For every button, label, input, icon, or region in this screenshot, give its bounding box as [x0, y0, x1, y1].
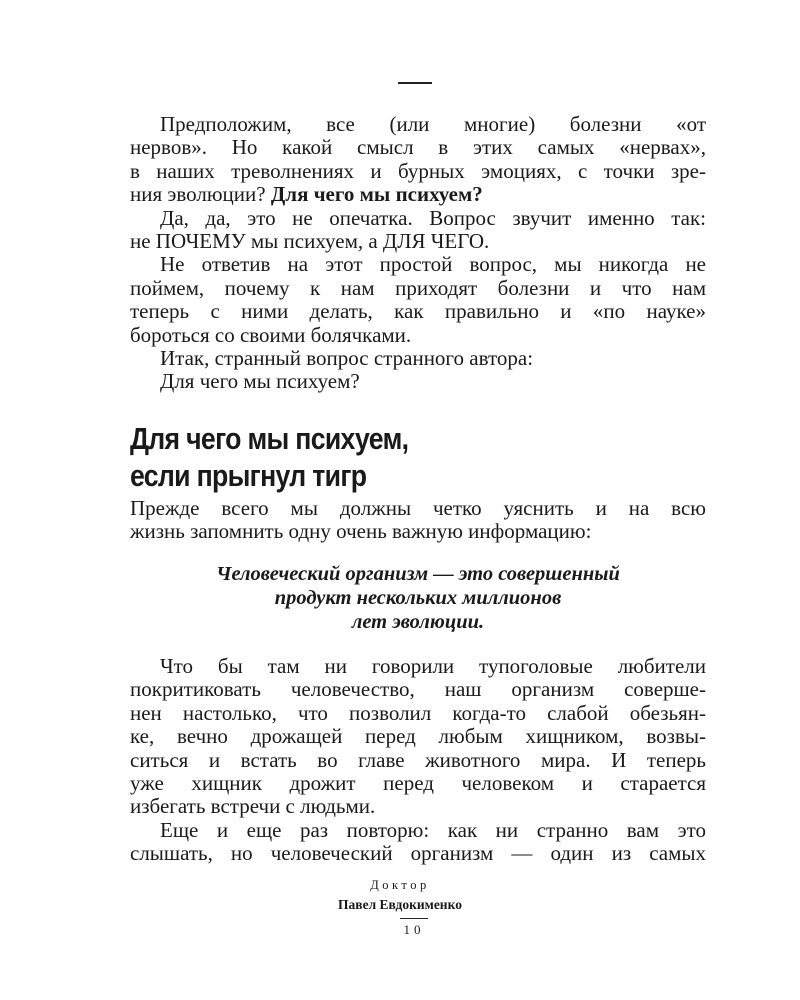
intro-text — [130, 113, 706, 394]
text-line: Предположим, все (или многие) болезни «от — [160, 112, 706, 136]
paragraph-3 — [130, 253, 706, 347]
text-line: слышать, но человеческий организм — один из самых — [130, 841, 706, 866]
text-line: теперь с ними делать, как правильно и «по науке» — [130, 299, 706, 324]
lead-paragraph — [130, 497, 706, 544]
emphasized-question: Для чего мы психуем? — [270, 182, 483, 207]
text-line: ситься и встать во главе животного мира. И теперь — [130, 747, 706, 772]
text-line: нен настолько, что позволил когда-то слабой обезьян- — [130, 700, 706, 725]
text-line: Еще и еще раз повторю: как ни странно вам это — [160, 817, 706, 842]
section-heading — [130, 420, 625, 494]
text-line: ке, вечно дрожащей перед любым хищником, возвы- — [130, 724, 706, 749]
footer-rule — [400, 918, 428, 919]
text-line: Итак, странный вопрос странного автора: — [160, 346, 534, 371]
text-line: Для чего мы психуем? — [160, 369, 360, 394]
text-line: не ПОЧЕМУ мы психуем, а ДЛЯ ЧЕГО. — [130, 229, 490, 254]
quote-line: Человеческий организм — это совершенный — [216, 563, 620, 585]
text-line: Не ответив на этот простой вопрос, мы никогда не — [160, 252, 706, 277]
text-line: избегать встречи с людьми. — [130, 794, 376, 819]
text-line: бороться со своими болячками. — [130, 322, 412, 347]
text-line: покритиковать человечество, наш организм соверше- — [130, 677, 706, 702]
text-line: жизнь запомнить одну очень важную информацию: — [130, 519, 592, 544]
paragraph-6 — [130, 819, 706, 866]
text-line: поймем, почему к нам приходят болезни и что нам — [130, 275, 706, 300]
top-rule — [398, 82, 432, 84]
footer-author-title: Доктор — [370, 878, 430, 892]
text-run: ния эволюции? — [130, 182, 271, 207]
page-number: 10 — [403, 922, 425, 937]
text-line: Прежде всего мы должны четко уяснить и на всю — [130, 496, 706, 520]
footer-author-name: Павел Евдокименко — [338, 897, 462, 912]
quote-line: продукт нескольких миллионов — [274, 587, 562, 609]
heading-line: Для чего мы психуем, — [130, 421, 409, 456]
paragraph-5 — [130, 655, 706, 819]
quote-line: лет эволюции. — [351, 611, 485, 633]
emphasized-quote — [130, 562, 706, 634]
paragraph-1 — [130, 113, 706, 207]
body-text — [130, 655, 706, 866]
text-line: нервов». Но какой смысл в этих самых «нервах», — [130, 135, 706, 160]
text-line: Что бы там ни говорили тупоголовые любители — [160, 654, 706, 678]
heading-line: если прыгнул тигр — [130, 458, 367, 493]
paragraph-2 — [130, 207, 706, 254]
text-line: уже хищник дрожит перед человеком и старается — [130, 771, 706, 796]
lead-text — [130, 497, 706, 544]
text-line: в наших треволнениях и бурных эмоциях, с точки зре- — [130, 158, 706, 183]
text-line: Да, да, это не опечатка. Вопрос звучит именно так: — [160, 205, 706, 230]
paragraph-4 — [130, 347, 706, 394]
text-line — [130, 183, 706, 206]
